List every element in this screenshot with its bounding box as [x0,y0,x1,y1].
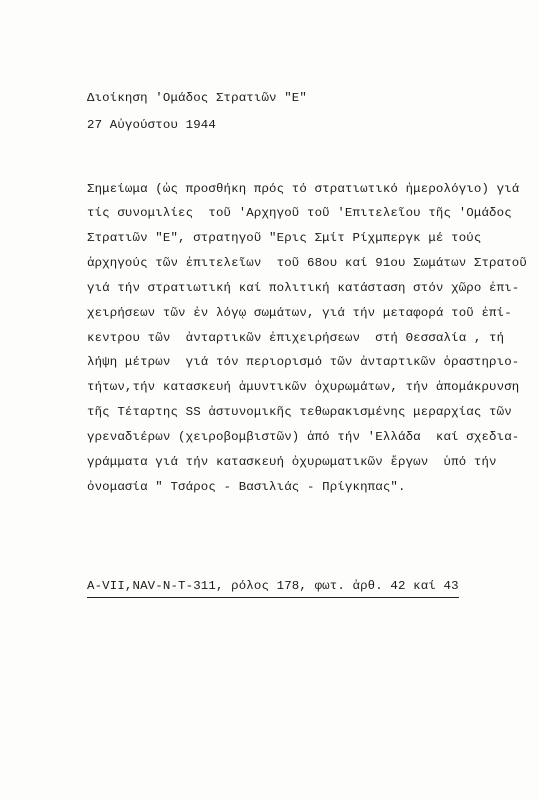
body-line: λήψη μέτρων γιά τόν περιορισμό τῶν ἀνταρτικῶν ὁραστηριο- [87,355,520,369]
body-line: γράμματα γιά τήν κατασκευή ὀχυρωματικῶν ἔργων ὑπό τήν [87,455,497,469]
body-line: χειρήσεων τῶν ἐν λόγῳ σωμάτων, γιά τήν μεταφορά τοῦ ἐπί- [87,306,512,320]
body-line: γρεναδιέρων (χειροβομβιστῶν) ἀπό τήν 'Ελλάδα καί σχεδια- [87,430,520,444]
body-line: ἀρχηγούς τῶν ἐπιτελεῖων τοῦ 68ου καί 91ου Σωμάτων Στρατοῦ [87,256,527,270]
body-line: γιά τήν στρατιωτική καί πολιτική κατάσταση στόν χῶρο ἐπι- [87,281,520,295]
header-date: 27 Αὐγούστου 1944 [87,118,216,132]
body-line: Στρατιῶν "Ε", στρατηγοῦ "Ερις Σμίτ Ρίχμπεργκ μέ τούς [87,231,482,245]
body-line: ὀνομασία " Τσάρος - Βασιλιάς - Πρίγκηπας". [87,480,406,494]
archive-reference: A-VII,NAV-N-T-311, ρόλος 178, φωτ. ἀρθ. 42 καί 43 [87,578,459,598]
header-command-title: Διοίκηση 'Ομάδος Στρατιῶν "Ε" [87,91,307,105]
body-line: κεντρου τῶν ἀνταρτικῶν ἐπιχειρήσεων στή Θεσσαλία , τή [87,331,505,345]
body-line: τίς συνομιλίες τοῦ 'Αρχηγοῦ τοῦ 'Επιτελεῖου τῆς 'Ομάδος [87,206,512,220]
body-line: Σημείωμα (ὡς προσθήκη πρός τό στρατιωτικό ἡμερολόγιο) γιά [87,182,520,196]
body-line: τήτων,τήν κατασκευή ἀμυντικῶν ὀχυρωμάτων, τήν ἀπομάκρυνση [87,380,520,394]
body-line: τῆς Τέταρτης SS ἀστυνομικῆς τεθωρακισμένης μεραρχίας τῶν [87,405,512,419]
